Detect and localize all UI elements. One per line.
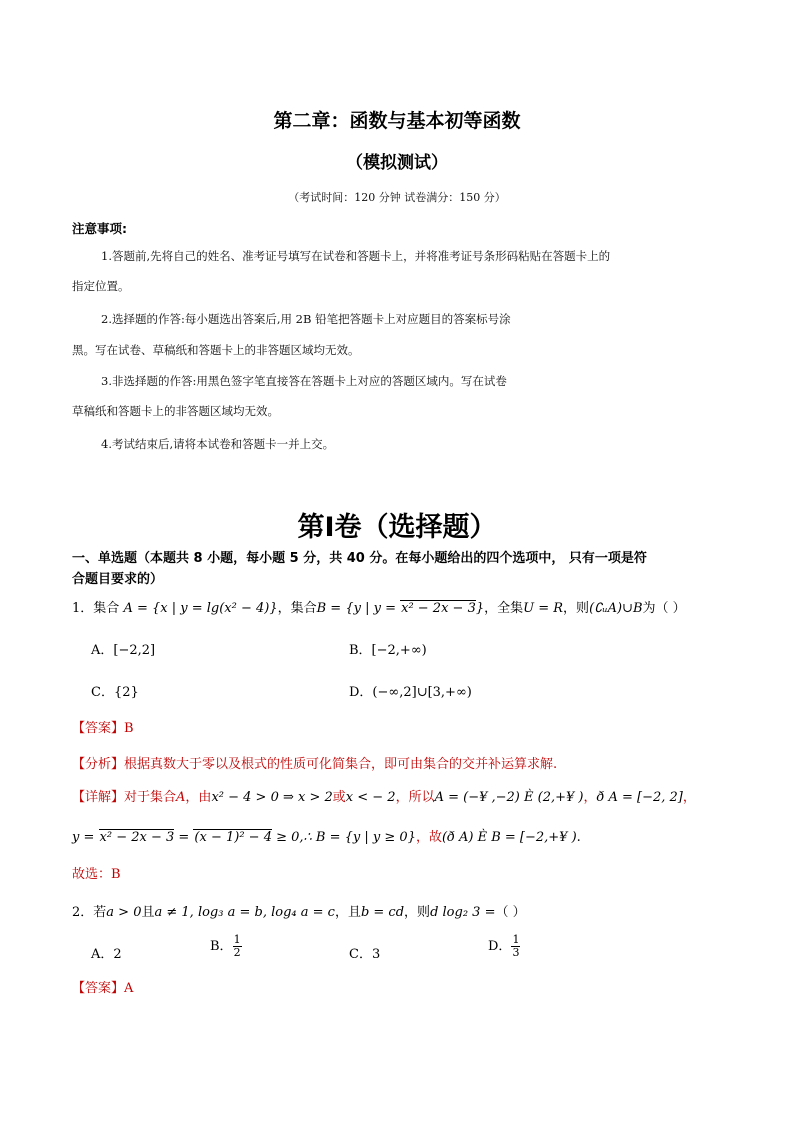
question-text: 若 <box>93 905 107 920</box>
notice-item-1-cont: 指定位置。 <box>72 279 130 293</box>
formula-expression: (∁ᵤA)∪B <box>589 601 643 616</box>
radical: x² − 2x − 3 <box>99 830 175 845</box>
detail-formula: x < − 2 <box>345 790 396 805</box>
detail-text: 对于集合 <box>124 790 177 805</box>
question-text: （ ） <box>495 905 526 920</box>
detail-tag: 【详解】 <box>72 790 125 805</box>
answer-value: B <box>124 721 134 736</box>
option-b <box>210 934 242 959</box>
question-text: ，集合 <box>277 601 317 616</box>
answer-tag: 【答案】 <box>72 721 125 736</box>
detail-var: A <box>176 790 186 805</box>
formula-set-b <box>317 600 485 616</box>
option-label: D． <box>488 939 512 955</box>
option-c: C．3 <box>349 947 381 962</box>
option-d <box>488 934 520 959</box>
formula-part: } <box>475 601 485 616</box>
detail-formula: ≥ 0,∴ B = {y | y ≥ 0} <box>271 830 416 845</box>
detail-formula: (ð A) È B = [−2,+¥ ) <box>441 830 577 845</box>
formula-part: B = {y | y = <box>316 601 401 616</box>
notice-heading: 注意事项: <box>72 221 127 236</box>
question-1-stem <box>72 597 686 616</box>
question-text: ，全集 <box>484 601 524 616</box>
detail-formula: = <box>174 830 194 845</box>
section-heading: 一、单选题（本题共 8 小题，每小题 5 分，共 40 分。在每小题给出的四个选项中， 只有一项是符 <box>72 551 647 566</box>
notice-item-4: 4.考试结束后,请将本试卷和答题卡一并上交。 <box>101 437 335 451</box>
detail-text: ， <box>682 790 696 805</box>
detail-text: ， <box>583 790 597 805</box>
detail-formula: ð A = [−2, 2] <box>596 790 683 805</box>
option-a: A．2 <box>91 947 122 962</box>
detail-text: ，由 <box>185 790 212 805</box>
page-subtitle: （模拟测试） <box>346 153 448 173</box>
denominator: 2 <box>233 946 241 960</box>
question-2-stem <box>72 901 526 920</box>
detail-text: ，故 <box>415 830 442 845</box>
answer-line <box>72 977 133 996</box>
fraction <box>511 934 520 959</box>
radical: (x − 1)² − 4 <box>194 830 272 845</box>
page-title: 第二章：函数与基本初等函数 <box>273 110 521 132</box>
detail-formula: x² − 4 > 0 ⇒ x > 2 <box>211 790 333 805</box>
question-number: 1． <box>72 601 94 616</box>
denominator: 3 <box>512 946 520 960</box>
detail-formula: A = (−¥ ,−2) È (2,+¥ ) <box>434 790 584 805</box>
radical: x² − 2x − 3 <box>401 601 476 616</box>
numerator: 1 <box>233 933 241 946</box>
choose-line: 故选：B <box>72 867 121 882</box>
analysis-text: 根据真数大于零以及根式的性质可化简集合，即可由集合的交并补运算求解. <box>124 757 558 772</box>
formula: a ≠ 1, log₃ a = b, log₄ a = c <box>154 905 335 920</box>
answer-line <box>72 717 134 736</box>
option-a: A．[−2,2] <box>91 643 156 658</box>
notice-item-2-cont: 黑。写在试卷、草稿纸和答题卡上的非答题区域均无效。 <box>72 343 360 357</box>
formula-universe: U = R <box>523 601 564 616</box>
formula: b = cd <box>360 905 405 920</box>
question-text: ，则 <box>404 905 431 920</box>
option-label: B． <box>210 939 233 955</box>
detail-text: . <box>576 830 581 845</box>
answer-tag: 【答案】 <box>72 981 125 996</box>
notice-item-2: 2.选择题的作答:每小题选出答案后,用 2B 铅笔把答题卡上对应题目的答案标号涂 <box>101 312 511 326</box>
formula-set-a: A = {x | y = lg(x² − 4)} <box>123 601 278 616</box>
question-number: 2． <box>72 905 94 920</box>
numerator: 1 <box>512 933 520 946</box>
question-text: 集合 <box>93 601 120 616</box>
question-text: 且 <box>141 905 155 920</box>
question-text: 为（ ） <box>642 601 686 616</box>
detail-text: 或 <box>332 790 346 805</box>
notice-item-1: 1.答题前,先将自己的姓名、准考证号填写在试卷和答题卡上，并将准考证号条形码粘贴在答题卡上的 <box>101 249 611 263</box>
formula: a > 0 <box>106 905 142 920</box>
question-text: ，且 <box>334 905 361 920</box>
fraction <box>233 934 242 959</box>
section-heading-cont: 合题目要求的） <box>72 572 164 587</box>
detail-formula: y = <box>72 830 99 845</box>
detail-line-1 <box>72 786 696 805</box>
exam-info: （考试时间：120 分钟 试卷满分：150 分） <box>288 191 506 204</box>
notice-item-3-cont: 草稿纸和答题卡上的非答题区域均无效。 <box>72 404 279 418</box>
part-title: 第Ⅰ卷（选择题） <box>297 512 497 543</box>
option-d: D．(−∞,2]∪[3,+∞) <box>349 685 472 700</box>
detail-line-2 <box>72 826 581 845</box>
analysis-tag: 【分析】 <box>72 757 125 772</box>
option-b: B．[−2,+∞) <box>349 643 427 658</box>
question-text: ，则 <box>563 601 590 616</box>
formula: d log₂ 3 = <box>430 905 496 920</box>
answer-value: A <box>124 981 134 996</box>
analysis-line <box>72 753 557 772</box>
detail-text: ，所以 <box>395 790 435 805</box>
option-c: C．{2} <box>91 685 139 700</box>
notice-item-3: 3.非选择题的作答:用黑色签字笔直接答在答题卡上对应的答题区域内。写在试卷 <box>101 374 507 388</box>
